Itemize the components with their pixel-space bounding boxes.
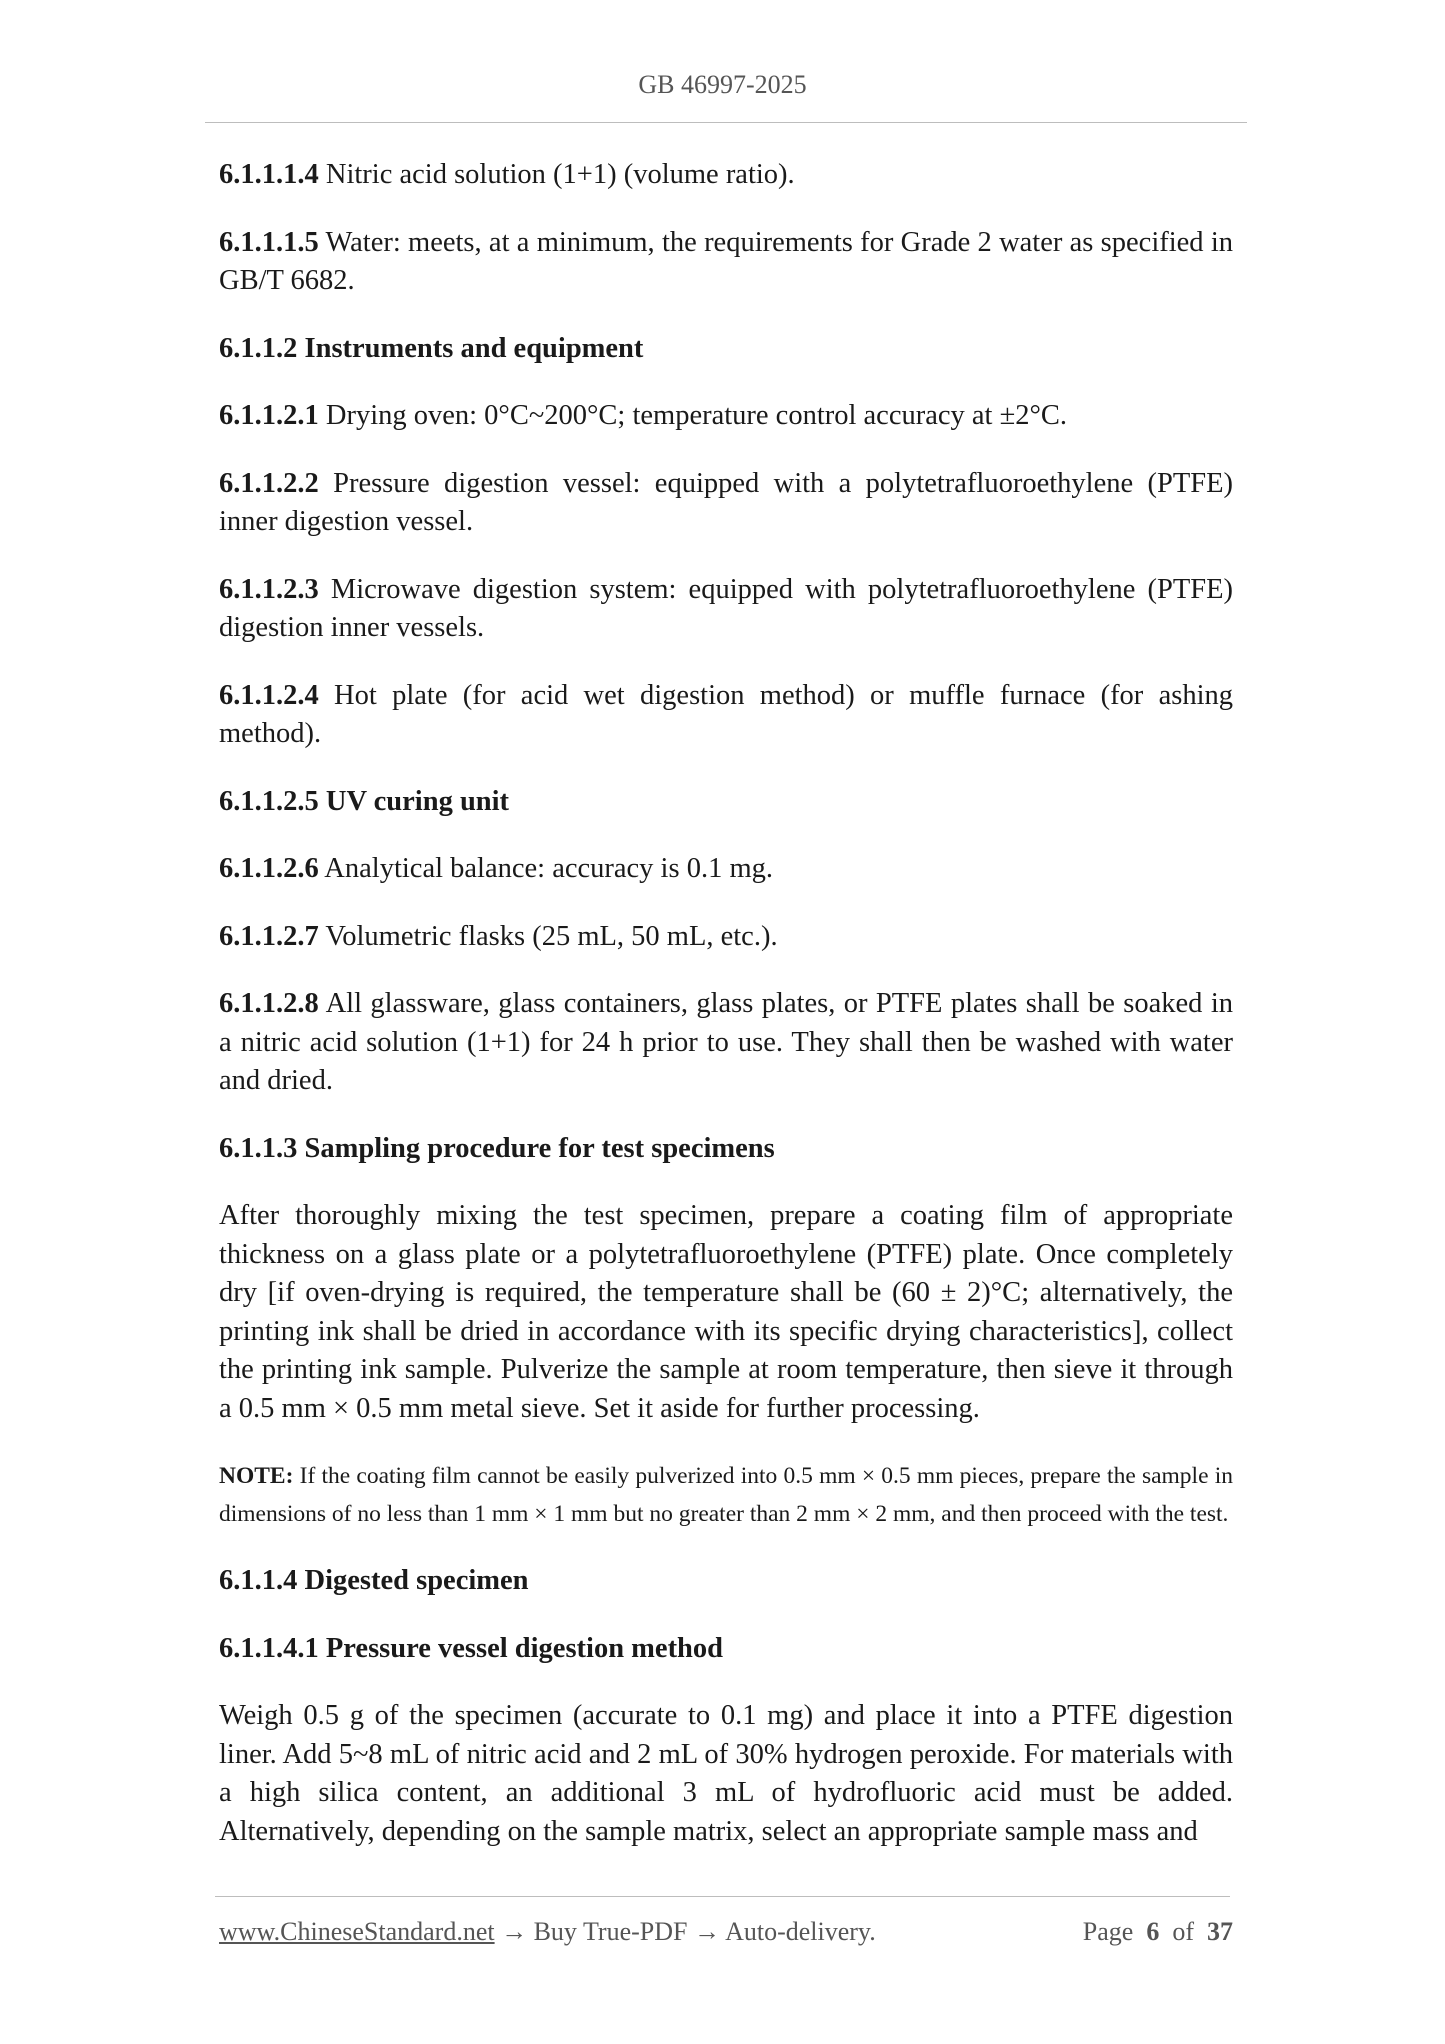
clause-text: Hot plate (for acid wet digestion method) or muffle furnace (for ashing method). xyxy=(219,679,1233,749)
paragraph-6-1-1-2-2 xyxy=(219,465,1233,542)
clause-text: Water: meets, at a minimum, the requirements for Grade 2 water as specified in GB/T 6682. xyxy=(219,226,1233,296)
paragraph-6-1-1-1-5 xyxy=(219,224,1233,301)
clause-number: 6.1.1.1.4 xyxy=(219,159,319,190)
clause-number: 6.1.1.2.3 xyxy=(219,573,319,605)
clause-text: Drying oven: 0°C~200°C; temperature control accuracy at ±2°C. xyxy=(318,400,1068,431)
clause-number: 6.1.1.2.1 xyxy=(219,400,319,431)
heading-text: 6.1.1.4 Digested specimen xyxy=(219,1565,529,1596)
clause-number: 6.1.1.2.8 xyxy=(219,988,319,1019)
body-text: After thoroughly mixing the test specimen, prepare a coating film of appropriate thickness on a glass plate or a polytetrafluoroethylene (PTFE) plate. Once completely dry [if oven-drying is required, the temperature shall be (60 ± 2)°C; alternatively, the printing ink shall be dried in accordance with its specific drying characteristics], collect the printing ink sample. Pulverize the sample at room temperature, then sieve it through a 0.5 mm × 0.5 mm metal sieve. Set it aside for further processing. xyxy=(219,1200,1233,1424)
document-body xyxy=(219,156,1233,1880)
arrow-right-icon: → xyxy=(494,1917,534,1946)
section-heading-digested-specimen xyxy=(219,1562,1233,1601)
clause-text: Nitric acid solution (1+1) (volume ratio). xyxy=(318,159,795,190)
header-divider xyxy=(205,122,1247,123)
paragraph-6-1-1-1-4 xyxy=(219,156,1233,195)
clause-text: Volumetric flasks (25 mL, 50 mL, etc.). xyxy=(318,920,778,952)
paragraph-sampling-body xyxy=(219,1197,1233,1428)
note-block xyxy=(219,1457,1233,1533)
body-text: Weigh 0.5 g of the specimen (accurate to 0.1 mg) and place it into a PTFE digestion liner. Add 5~8 mL of nitric acid and 2 mL of 30% hydrogen peroxide. For materials with a high silica content, an additional 3 mL of hydrofluoric acid must be added. Alternatively, depending on the sample matrix, select an appropriate sample mass and xyxy=(219,1700,1233,1847)
footer-divider xyxy=(215,1896,1230,1897)
page-number: 6 xyxy=(1146,1917,1160,1946)
paragraph-6-1-1-2-4 xyxy=(219,677,1233,754)
footer-left xyxy=(219,1917,876,1947)
paragraph-6-1-1-2-8 xyxy=(219,985,1233,1101)
paragraph-6-1-1-2-6 xyxy=(219,850,1233,889)
clause-text: All glassware, glass containers, glass plates, or PTFE plates shall be soaked in a nitric acid solution (1+1) for 24 h prior to use. They shall then be washed with water and dried. xyxy=(219,988,1233,1096)
heading-text: 6.1.1.3 Sampling procedure for test specimens xyxy=(219,1132,775,1164)
paragraph-6-1-1-2-1 xyxy=(219,397,1233,436)
clause-text: Analytical balance: accuracy is 0.1 mg. xyxy=(318,853,773,884)
page-indicator xyxy=(1083,1917,1233,1947)
page-footer xyxy=(219,1917,1233,1947)
page-total: 37 xyxy=(1207,1917,1233,1946)
buy-true-pdf-text: Buy True-PDF xyxy=(533,1917,688,1946)
note-label: NOTE: xyxy=(219,1463,294,1489)
of-label: of xyxy=(1172,1917,1194,1946)
clause-number: 6.1.1.2.7 xyxy=(219,920,319,952)
heading-text: 6.1.1.2.5 UV curing unit xyxy=(219,785,510,817)
clause-number: 6.1.1.1.5 xyxy=(219,226,319,258)
section-heading-pressure-vessel xyxy=(219,1630,1233,1669)
clause-text: Pressure digestion vessel: equipped with a polytetrafluoroethylene (PTFE) inner digestion vessel. xyxy=(219,467,1233,537)
clause-number: 6.1.1.2.2 xyxy=(219,467,319,499)
auto-delivery-text: Auto-delivery. xyxy=(725,1917,876,1946)
clause-number: 6.1.1.2.6 xyxy=(219,853,319,884)
arrow-right-icon: → xyxy=(687,1917,726,1946)
note-text: If the coating film cannot be easily pulverized into 0.5 mm × 0.5 mm pieces, prepare the sample in dimensions of no less than 1 mm × 1 mm but no greater than 2 mm × 2 mm, and then proceed with the test. xyxy=(219,1463,1233,1527)
paragraph-pressure-vessel-body xyxy=(219,1697,1233,1851)
paragraph-6-1-1-2-7 xyxy=(219,918,1233,957)
clause-text: Microwave digestion system: equipped with polytetrafluoroethylene (PTFE) digestion inner vessels. xyxy=(219,573,1233,643)
heading-text: 6.1.1.4.1 Pressure vessel digestion method xyxy=(219,1632,724,1664)
heading-text: 6.1.1.2 Instruments and equipment xyxy=(219,332,644,364)
clause-number: 6.1.1.2.4 xyxy=(219,679,319,711)
website-link[interactable]: www.ChineseStandard.net xyxy=(219,1917,495,1946)
page-label: Page xyxy=(1082,1917,1134,1946)
section-heading-sampling xyxy=(219,1130,1233,1169)
section-heading-instruments xyxy=(219,330,1233,369)
section-heading-uv-curing xyxy=(219,783,1233,822)
page-header: GB 46997-2025 xyxy=(638,70,807,99)
paragraph-6-1-1-2-3 xyxy=(219,571,1233,648)
